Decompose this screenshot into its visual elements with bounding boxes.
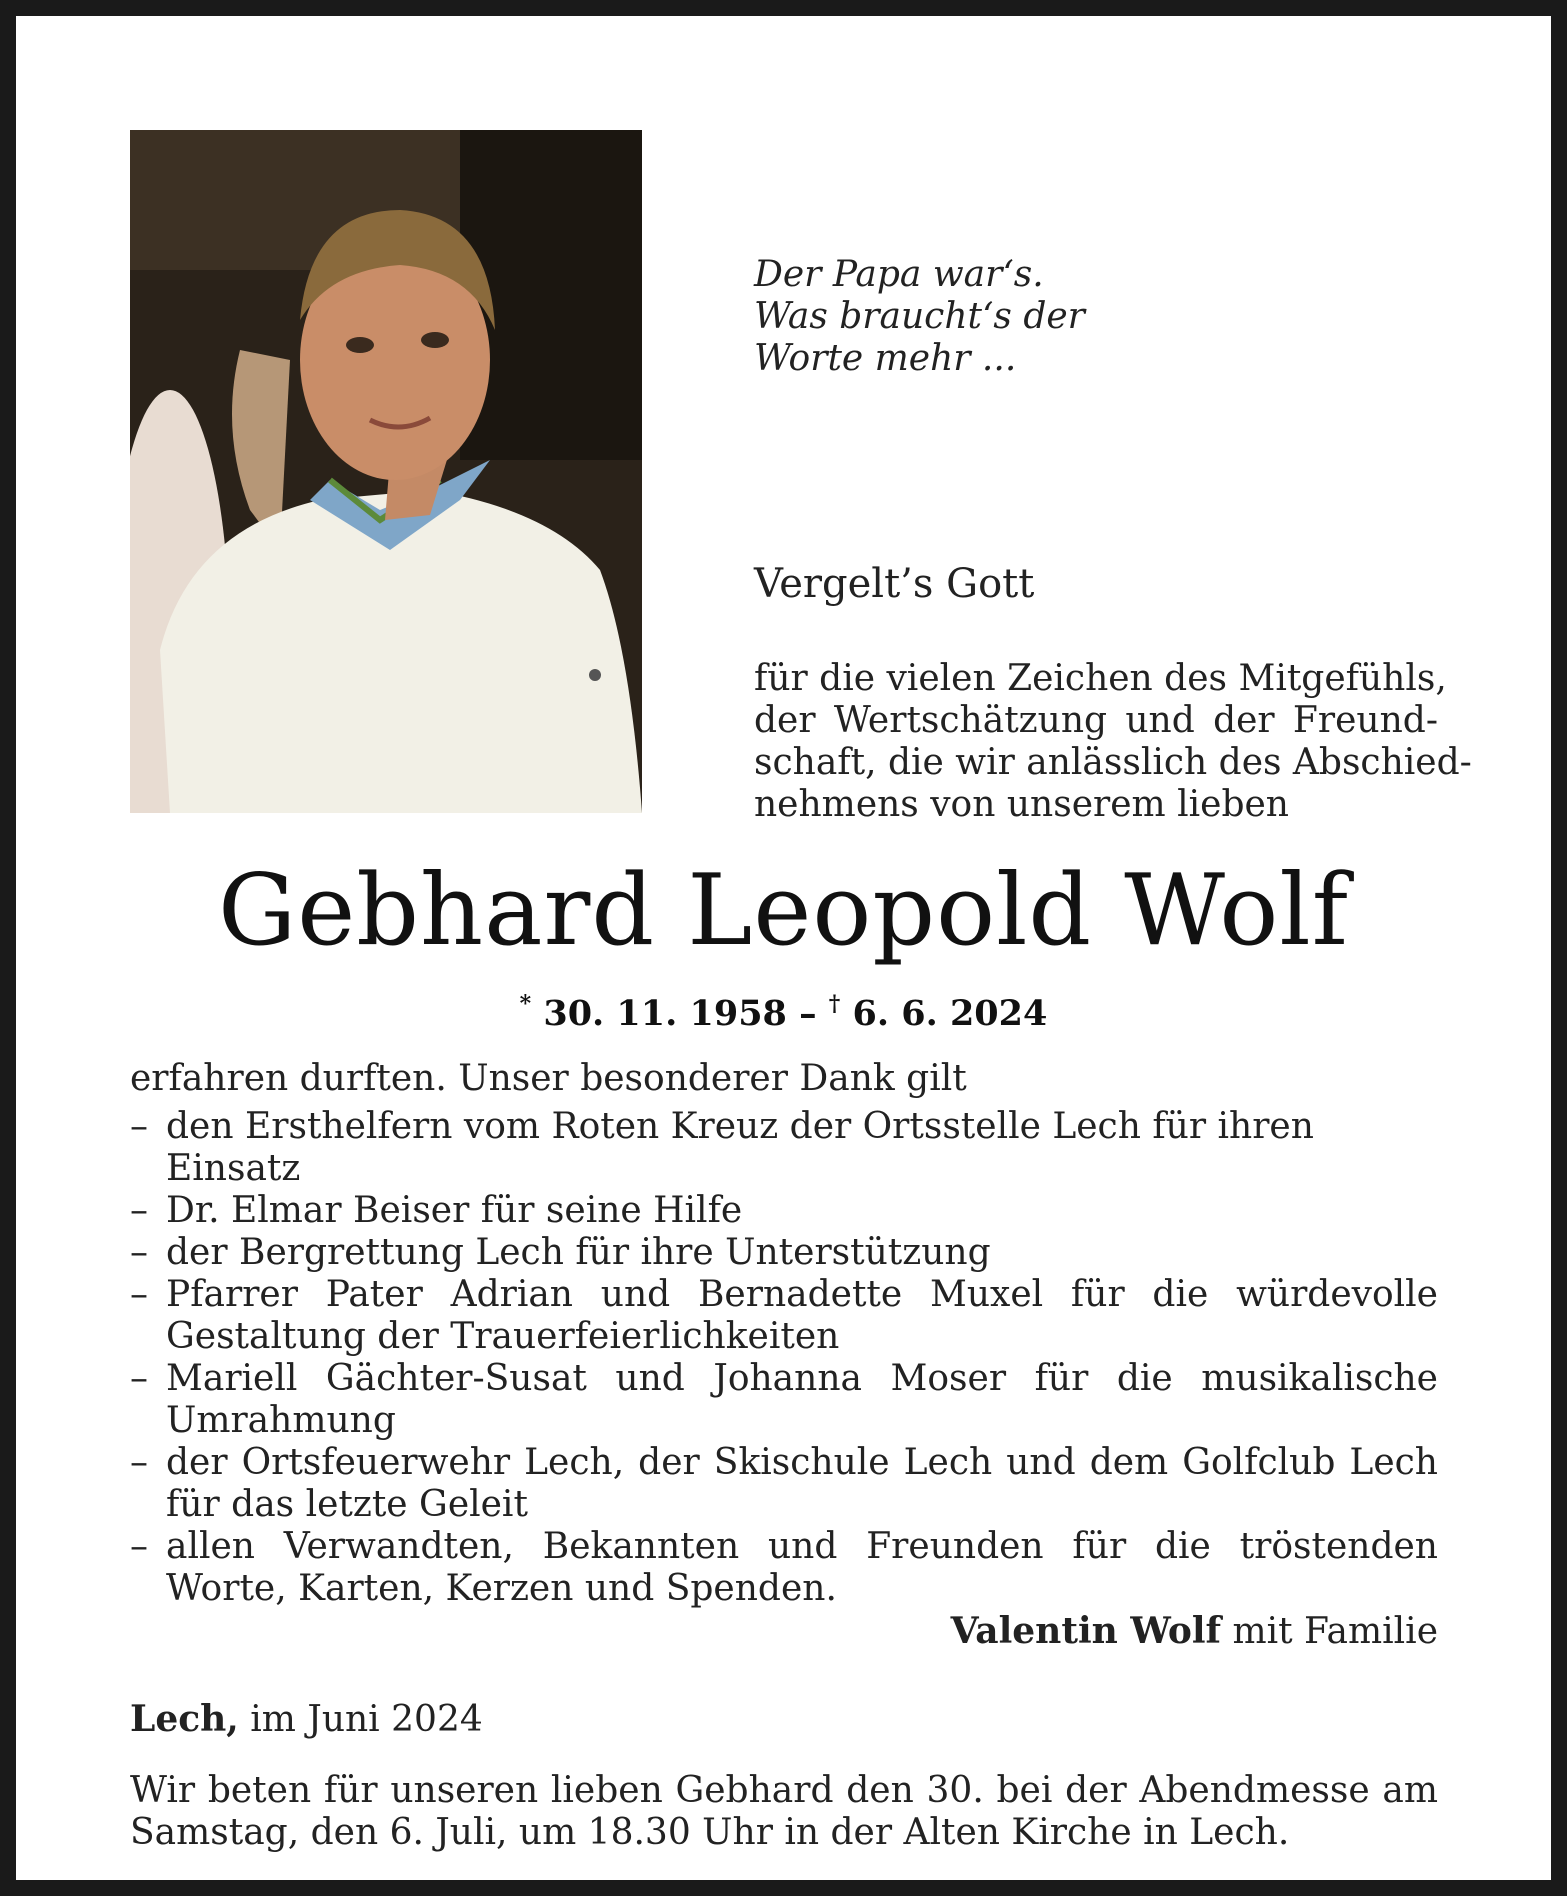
portrait-image	[130, 130, 642, 813]
obituary-page	[16, 16, 1551, 1880]
dash-bullet: –	[130, 1190, 148, 1231]
intro-line: schaft, die wir anlässlich des Abschied-	[754, 742, 1472, 783]
place-month: im Juni 2024	[238, 1699, 483, 1740]
list-item	[130, 1526, 1438, 1610]
intro-line: der Wertschätzung und der Freund-	[754, 700, 1438, 741]
signature-name: Valentin Wolf	[950, 1610, 1222, 1652]
mass-notice	[130, 1770, 1438, 1854]
dash-bullet: –	[130, 1526, 148, 1567]
place-date	[130, 1698, 483, 1740]
signature-suffix: mit Familie	[1221, 1611, 1438, 1652]
list-item-text: Mariell Gächter-Susat und Johanna Moser für die musikalische Umrahmung	[166, 1358, 1438, 1441]
dash-bullet: –	[130, 1358, 148, 1399]
thanks-list	[130, 1106, 1438, 1610]
birth-symbol: *	[519, 991, 532, 1017]
portrait-photo	[130, 130, 642, 813]
list-item	[130, 1274, 1438, 1358]
quote-line: Worte mehr ...	[754, 338, 1017, 379]
dash-bullet: –	[130, 1274, 148, 1315]
signature	[951, 1610, 1438, 1652]
quote	[754, 254, 1085, 380]
list-item	[130, 1358, 1438, 1442]
quote-line: Was braucht‘s der	[754, 296, 1085, 337]
list-item-text: der Bergrettung Lech für ihre Unterstützung	[166, 1232, 991, 1273]
dash-bullet: –	[130, 1232, 148, 1273]
dash-bullet: –	[130, 1106, 148, 1147]
mass-notice-line: Samstag, den 6. Juli, um 18.30 Uhr in der Alten Kirche in Lech.	[130, 1812, 1290, 1853]
intro-text	[754, 658, 1472, 826]
place-town: Lech,	[130, 1698, 239, 1740]
death-symbol: †	[828, 991, 841, 1017]
thanks-heading: Vergelt’s Gott	[754, 561, 1035, 607]
deceased-name: Gebhard Leopold Wolf	[217, 854, 1350, 968]
death-date: 6. 6. 2024	[852, 993, 1048, 1034]
birth-date: 30. 11. 1958	[543, 993, 787, 1034]
list-item-text: Pfarrer Pater Adrian und Bernadette Muxel für die würdevolle Gestaltung der Trauerfeierlichkeiten	[166, 1274, 1438, 1357]
mass-notice-line: Wir beten für unseren lieben Gebhard den 30. bei der Abendmesse am	[130, 1770, 1438, 1811]
list-item	[130, 1232, 1438, 1274]
thanks-lead: erfahren durften. Unser besonderer Dank gilt	[130, 1058, 967, 1099]
quote-line: Der Papa war‘s.	[754, 254, 1044, 295]
date-separator: –	[799, 993, 817, 1034]
list-item-text: den Ersthelfern vom Roten Kreuz der Ortsstelle Lech für ihren Einsatz	[166, 1106, 1314, 1189]
list-item	[130, 1106, 1438, 1190]
list-item	[130, 1442, 1438, 1526]
dash-bullet: –	[130, 1442, 148, 1483]
list-item-text: der Ortsfeuerwehr Lech, der Skischule Lech und dem Golfclub Lech für das letzte Geleit	[166, 1442, 1438, 1525]
life-dates	[16, 991, 1551, 1034]
list-item	[130, 1190, 1438, 1232]
list-item-text: allen Verwandten, Bekannten und Freunden für die tröstenden Worte, Karten, Kerzen und Spenden.	[166, 1526, 1438, 1609]
list-item-text: Dr. Elmar Beiser für seine Hilfe	[166, 1190, 743, 1231]
intro-line: nehmens von unserem lieben	[754, 784, 1289, 825]
intro-line: für die vielen Zeichen des Mitgefühls,	[754, 658, 1447, 699]
